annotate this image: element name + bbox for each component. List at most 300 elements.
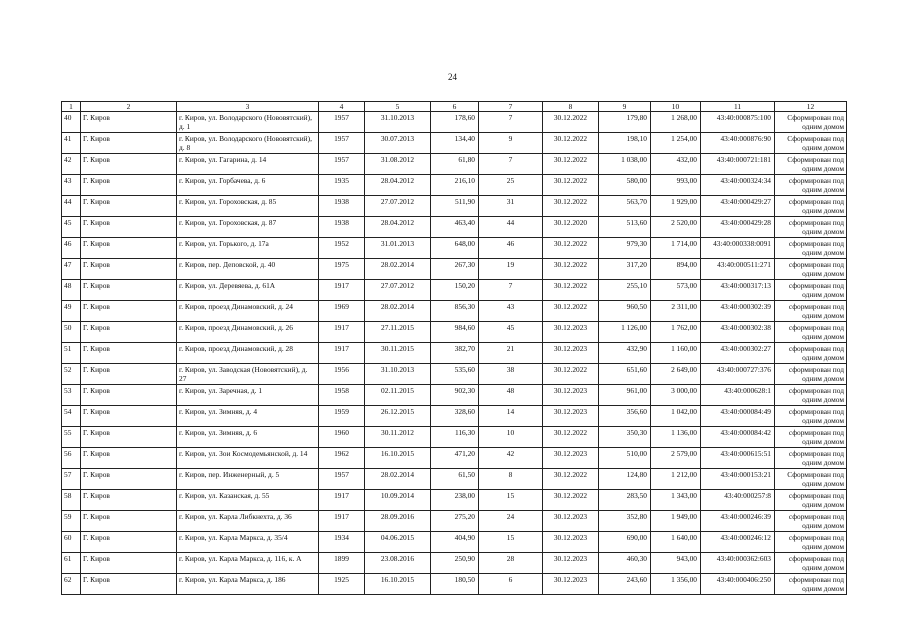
total-area-cell: 510,00: [599, 448, 651, 469]
address-cell: г. Киров, ул. Зимняя, д. 4: [177, 406, 319, 427]
build-year-cell: 1957: [319, 112, 365, 133]
row-number-cell: 46: [62, 238, 81, 259]
residents-cell: 43: [479, 301, 543, 322]
land-status-cell: сформирован под одним домом: [775, 385, 847, 406]
address-cell: г. Киров, ул. Заречная, д. 1: [177, 385, 319, 406]
residents-cell: 45: [479, 322, 543, 343]
resettle-deadline-cell: 30.12.2022: [543, 259, 599, 280]
cadastral-number-cell: 43:40:000406:250: [701, 574, 775, 595]
date-recognized-cell: 28.04.2012: [365, 217, 431, 238]
build-year-cell: 1969: [319, 301, 365, 322]
row-number-cell: 47: [62, 259, 81, 280]
land-area-cell: 894,00: [651, 259, 701, 280]
resettle-deadline-cell: 30.12.2022: [543, 175, 599, 196]
table-row: [62, 511, 847, 532]
column-number: 5: [365, 102, 431, 112]
cadastral-number-cell: 43:40:000721:181: [701, 154, 775, 175]
resettle-deadline-cell: 30.12.2022: [543, 238, 599, 259]
cadastral-number-cell: 43:40:000153:21: [701, 469, 775, 490]
total-area-cell: 580,00: [599, 175, 651, 196]
locality-cell: Г. Киров: [81, 511, 177, 532]
build-year-cell: 1957: [319, 469, 365, 490]
total-area-cell: 1 038,00: [599, 154, 651, 175]
address-cell: г. Киров, проезд Динамовский, д. 26: [177, 322, 319, 343]
column-number: 4: [319, 102, 365, 112]
residents-cell: 42: [479, 448, 543, 469]
row-number-cell: 61: [62, 553, 81, 574]
land-area-cell: 1 949,00: [651, 511, 701, 532]
land-area-cell: 1 714,00: [651, 238, 701, 259]
column-number: 12: [775, 102, 847, 112]
build-year-cell: 1957: [319, 154, 365, 175]
land-status-cell: сформирован под одним домом: [775, 364, 847, 385]
table-row: [62, 112, 847, 133]
build-year-cell: 1938: [319, 196, 365, 217]
area-cell: 134,40: [431, 133, 479, 154]
row-number-cell: 53: [62, 385, 81, 406]
land-status-cell: сформирован под одним домом: [775, 448, 847, 469]
locality-cell: Г. Киров: [81, 133, 177, 154]
land-status-cell: Сформирован под одним домом: [775, 112, 847, 133]
area-cell: 267,30: [431, 259, 479, 280]
address-cell: г. Киров, ул. Гороховская, д. 87: [177, 217, 319, 238]
land-status-cell: сформирован под одним домом: [775, 280, 847, 301]
total-area-cell: 513,60: [599, 217, 651, 238]
table-row: [62, 301, 847, 322]
total-area-cell: 283,50: [599, 490, 651, 511]
area-cell: 328,60: [431, 406, 479, 427]
locality-cell: Г. Киров: [81, 574, 177, 595]
area-cell: 238,00: [431, 490, 479, 511]
date-recognized-cell: 30.07.2013: [365, 133, 431, 154]
table-row: [62, 343, 847, 364]
address-cell: г. Киров, ул. Гороховская, д. 85: [177, 196, 319, 217]
locality-cell: Г. Киров: [81, 154, 177, 175]
locality-cell: Г. Киров: [81, 427, 177, 448]
resettle-deadline-cell: 30.12.2023: [543, 385, 599, 406]
address-cell: г. Киров, ул. Горбачева, д. 6: [177, 175, 319, 196]
date-recognized-cell: 31.10.2013: [365, 112, 431, 133]
locality-cell: Г. Киров: [81, 532, 177, 553]
total-area-cell: 1 126,00: [599, 322, 651, 343]
row-number-cell: 62: [62, 574, 81, 595]
cadastral-number-cell: 43:40:000338:0091: [701, 238, 775, 259]
area-cell: 116,30: [431, 427, 479, 448]
address-cell: г. Киров, ул. Карла Маркса, д. 116, к. А: [177, 553, 319, 574]
date-recognized-cell: 27.07.2012: [365, 280, 431, 301]
land-status-cell: сформирован под одним домом: [775, 238, 847, 259]
address-cell: г. Киров, ул. Деревяева, д. 61А: [177, 280, 319, 301]
total-area-cell: 979,30: [599, 238, 651, 259]
row-number-cell: 56: [62, 448, 81, 469]
residents-cell: 21: [479, 343, 543, 364]
residents-cell: 7: [479, 112, 543, 133]
date-recognized-cell: 31.08.2012: [365, 154, 431, 175]
land-area-cell: 1 268,00: [651, 112, 701, 133]
date-recognized-cell: 28.02.2014: [365, 469, 431, 490]
row-number-cell: 44: [62, 196, 81, 217]
build-year-cell: 1917: [319, 280, 365, 301]
date-recognized-cell: 28.02.2014: [365, 259, 431, 280]
locality-cell: Г. Киров: [81, 217, 177, 238]
land-area-cell: 1 042,00: [651, 406, 701, 427]
locality-cell: Г. Киров: [81, 112, 177, 133]
resettle-deadline-cell: 30.12.2023: [543, 322, 599, 343]
column-number: 3: [177, 102, 319, 112]
build-year-cell: 1957: [319, 133, 365, 154]
land-area-cell: 2 311,00: [651, 301, 701, 322]
area-cell: 511,90: [431, 196, 479, 217]
locality-cell: Г. Киров: [81, 280, 177, 301]
date-recognized-cell: 10.09.2014: [365, 490, 431, 511]
resettle-deadline-cell: 30.12.2023: [543, 574, 599, 595]
land-area-cell: 1 640,00: [651, 532, 701, 553]
locality-cell: Г. Киров: [81, 553, 177, 574]
resettle-deadline-cell: 30.12.2022: [543, 133, 599, 154]
land-area-cell: 1 254,00: [651, 133, 701, 154]
build-year-cell: 1952: [319, 238, 365, 259]
row-number-cell: 49: [62, 301, 81, 322]
build-year-cell: 1962: [319, 448, 365, 469]
column-number: 8: [543, 102, 599, 112]
residents-cell: 15: [479, 532, 543, 553]
cadastral-number-cell: 43:40:000876:90: [701, 133, 775, 154]
residents-cell: 9: [479, 133, 543, 154]
table-row: [62, 364, 847, 385]
resettle-deadline-cell: 30.12.2023: [543, 406, 599, 427]
cadastral-number-cell: 43:40:000302:27: [701, 343, 775, 364]
residents-cell: 7: [479, 280, 543, 301]
total-area-cell: 198,10: [599, 133, 651, 154]
locality-cell: Г. Киров: [81, 448, 177, 469]
build-year-cell: 1917: [319, 490, 365, 511]
land-area-cell: 1 136,00: [651, 427, 701, 448]
land-area-cell: 3 000,00: [651, 385, 701, 406]
resettle-deadline-cell: 30.12.2022: [543, 490, 599, 511]
total-area-cell: 690,00: [599, 532, 651, 553]
locality-cell: Г. Киров: [81, 238, 177, 259]
area-cell: 250,90: [431, 553, 479, 574]
locality-cell: Г. Киров: [81, 385, 177, 406]
land-area-cell: 1 929,00: [651, 196, 701, 217]
row-number-cell: 45: [62, 217, 81, 238]
land-status-cell: сформирован под одним домом: [775, 427, 847, 448]
locality-cell: Г. Киров: [81, 490, 177, 511]
total-area-cell: 352,80: [599, 511, 651, 532]
area-cell: 150,20: [431, 280, 479, 301]
column-number: 7: [479, 102, 543, 112]
cadastral-number-cell: 43:40:000875:100: [701, 112, 775, 133]
row-number-cell: 43: [62, 175, 81, 196]
area-cell: 61,50: [431, 469, 479, 490]
residents-cell: 14: [479, 406, 543, 427]
total-area-cell: 350,30: [599, 427, 651, 448]
address-cell: г. Киров, ул. Зимняя, д. 6: [177, 427, 319, 448]
land-status-cell: Сформирован под одним домом: [775, 154, 847, 175]
column-number: 1: [62, 102, 81, 112]
residents-cell: 19: [479, 259, 543, 280]
table-row: [62, 217, 847, 238]
land-status-cell: сформирован под одним домом: [775, 259, 847, 280]
total-area-cell: 255,10: [599, 280, 651, 301]
build-year-cell: 1917: [319, 511, 365, 532]
area-cell: 178,60: [431, 112, 479, 133]
area-cell: 471,20: [431, 448, 479, 469]
residents-cell: 44: [479, 217, 543, 238]
build-year-cell: 1958: [319, 385, 365, 406]
locality-cell: Г. Киров: [81, 364, 177, 385]
date-recognized-cell: 26.12.2015: [365, 406, 431, 427]
land-area-cell: 1 356,00: [651, 574, 701, 595]
address-cell: г. Киров, ул. Зои Космодемьянской, д. 14: [177, 448, 319, 469]
land-area-cell: 2 649,00: [651, 364, 701, 385]
locality-cell: Г. Киров: [81, 259, 177, 280]
table-row: [62, 238, 847, 259]
locality-cell: Г. Киров: [81, 406, 177, 427]
date-recognized-cell: 28.04.2012: [365, 175, 431, 196]
table-row: [62, 574, 847, 595]
table-row: [62, 490, 847, 511]
total-area-cell: 317,20: [599, 259, 651, 280]
land-status-cell: сформирован под одним домом: [775, 532, 847, 553]
address-cell: г. Киров, пер. Инженерный, д. 5: [177, 469, 319, 490]
resettle-deadline-cell: 30.12.2022: [543, 112, 599, 133]
residents-cell: 15: [479, 490, 543, 511]
cadastral-number-cell: 43:40:000302:39: [701, 301, 775, 322]
residents-cell: 31: [479, 196, 543, 217]
locality-cell: Г. Киров: [81, 301, 177, 322]
row-number-cell: 48: [62, 280, 81, 301]
area-cell: 216,10: [431, 175, 479, 196]
column-number: 10: [651, 102, 701, 112]
resettle-deadline-cell: 30.12.2022: [543, 154, 599, 175]
column-number: 2: [81, 102, 177, 112]
total-area-cell: 356,60: [599, 406, 651, 427]
residents-cell: 10: [479, 427, 543, 448]
cadastral-number-cell: 43:40:000429:27: [701, 196, 775, 217]
cadastral-number-cell: 43:40:000615:51: [701, 448, 775, 469]
cadastral-number-cell: 43:40:000727:376: [701, 364, 775, 385]
cadastral-number-cell: 43:40:000257:8: [701, 490, 775, 511]
land-status-cell: сформирован под одним домом: [775, 175, 847, 196]
row-number-cell: 57: [62, 469, 81, 490]
area-cell: 535,60: [431, 364, 479, 385]
land-status-cell: Сформирован под одним домом: [775, 133, 847, 154]
total-area-cell: 432,90: [599, 343, 651, 364]
address-cell: г. Киров, ул. Карла Либкнехта, д. 36: [177, 511, 319, 532]
table-row: [62, 259, 847, 280]
locality-cell: Г. Киров: [81, 469, 177, 490]
cadastral-number-cell: 43:40:000429:28: [701, 217, 775, 238]
table-row: [62, 469, 847, 490]
column-number: 6: [431, 102, 479, 112]
table-row: [62, 280, 847, 301]
address-cell: г. Киров, ул. Карла Маркса, д. 35/4: [177, 532, 319, 553]
land-status-cell: сформирован под одним домом: [775, 406, 847, 427]
total-area-cell: 460,30: [599, 553, 651, 574]
cadastral-number-cell: 43:40:000084:42: [701, 427, 775, 448]
area-cell: 382,70: [431, 343, 479, 364]
resettle-deadline-cell: 30.12.2023: [543, 343, 599, 364]
land-area-cell: 573,00: [651, 280, 701, 301]
area-cell: 984,60: [431, 322, 479, 343]
column-number: 11: [701, 102, 775, 112]
column-number-row: [62, 102, 847, 112]
land-area-cell: 1 212,00: [651, 469, 701, 490]
page-number: 24: [448, 72, 457, 82]
date-recognized-cell: 28.02.2014: [365, 301, 431, 322]
resettle-deadline-cell: 30.12.2022: [543, 196, 599, 217]
land-area-cell: 1 762,00: [651, 322, 701, 343]
table-row: [62, 154, 847, 175]
table-row: [62, 385, 847, 406]
table-row: [62, 175, 847, 196]
build-year-cell: 1956: [319, 364, 365, 385]
cadastral-number-cell: 43:40:000362:603: [701, 553, 775, 574]
area-cell: 404,90: [431, 532, 479, 553]
row-number-cell: 52: [62, 364, 81, 385]
total-area-cell: 179,80: [599, 112, 651, 133]
resettle-deadline-cell: 30.12.2023: [543, 532, 599, 553]
resettle-deadline-cell: 30.12.2022: [543, 280, 599, 301]
address-cell: г. Киров, ул. Гагарина, д. 14: [177, 154, 319, 175]
row-number-cell: 60: [62, 532, 81, 553]
date-recognized-cell: 04.06.2015: [365, 532, 431, 553]
date-recognized-cell: 30.11.2015: [365, 343, 431, 364]
address-cell: г. Киров, ул. Заводская (Нововятский), д. 27: [177, 364, 319, 385]
resettle-deadline-cell: 30.12.2022: [543, 301, 599, 322]
build-year-cell: 1975: [319, 259, 365, 280]
address-cell: г. Киров, ул. Карла Маркса, д. 186: [177, 574, 319, 595]
land-area-cell: 1 160,00: [651, 343, 701, 364]
row-number-cell: 42: [62, 154, 81, 175]
locality-cell: Г. Киров: [81, 196, 177, 217]
cadastral-number-cell: 43:40:000324:34: [701, 175, 775, 196]
row-number-cell: 40: [62, 112, 81, 133]
area-cell: 856,30: [431, 301, 479, 322]
date-recognized-cell: 31.10.2013: [365, 364, 431, 385]
cadastral-number-cell: 43:40:000511:271: [701, 259, 775, 280]
date-recognized-cell: 30.11.2012: [365, 427, 431, 448]
residents-cell: 46: [479, 238, 543, 259]
row-number-cell: 55: [62, 427, 81, 448]
land-area-cell: 943,00: [651, 553, 701, 574]
area-cell: 180,50: [431, 574, 479, 595]
residents-cell: 25: [479, 175, 543, 196]
residents-cell: 7: [479, 154, 543, 175]
row-number-cell: 51: [62, 343, 81, 364]
build-year-cell: 1935: [319, 175, 365, 196]
build-year-cell: 1959: [319, 406, 365, 427]
resettle-deadline-cell: 30.12.2023: [543, 511, 599, 532]
total-area-cell: 124,80: [599, 469, 651, 490]
cadastral-number-cell: 43:40:000246:39: [701, 511, 775, 532]
cadastral-number-cell: 43:40:000317:13: [701, 280, 775, 301]
residents-cell: 38: [479, 364, 543, 385]
resettle-deadline-cell: 30.12.2022: [543, 427, 599, 448]
land-status-cell: сформирован под одним домом: [775, 511, 847, 532]
row-number-cell: 54: [62, 406, 81, 427]
table-row: [62, 406, 847, 427]
build-year-cell: 1938: [319, 217, 365, 238]
cadastral-number-cell: 43:40:000302:38: [701, 322, 775, 343]
row-number-cell: 50: [62, 322, 81, 343]
date-recognized-cell: 27.07.2012: [365, 196, 431, 217]
land-status-cell: сформирован под одним домом: [775, 301, 847, 322]
residents-cell: 48: [479, 385, 543, 406]
table-row: [62, 427, 847, 448]
table-row: [62, 133, 847, 154]
address-cell: г. Киров, ул. Казанская, д. 55: [177, 490, 319, 511]
row-number-cell: 58: [62, 490, 81, 511]
resettle-deadline-cell: 30.12.2022: [543, 469, 599, 490]
row-number-cell: 59: [62, 511, 81, 532]
table-row: [62, 448, 847, 469]
area-cell: 61,80: [431, 154, 479, 175]
land-area-cell: 2 579,00: [651, 448, 701, 469]
build-year-cell: 1925: [319, 574, 365, 595]
cadastral-number-cell: 43:40:000084:49: [701, 406, 775, 427]
address-cell: г. Киров, проезд Динамовский, д. 24: [177, 301, 319, 322]
resettle-deadline-cell: 30.12.2020: [543, 217, 599, 238]
date-recognized-cell: 16.10.2015: [365, 574, 431, 595]
total-area-cell: 243,60: [599, 574, 651, 595]
land-area-cell: 2 520,00: [651, 217, 701, 238]
total-area-cell: 961,00: [599, 385, 651, 406]
land-area-cell: 1 343,00: [651, 490, 701, 511]
column-number: 9: [599, 102, 651, 112]
date-recognized-cell: 23.08.2016: [365, 553, 431, 574]
resettle-deadline-cell: 30.12.2023: [543, 553, 599, 574]
address-cell: г. Киров, проезд Динамовский, д. 28: [177, 343, 319, 364]
table-row: [62, 322, 847, 343]
date-recognized-cell: 27.11.2015: [365, 322, 431, 343]
land-area-cell: 993,00: [651, 175, 701, 196]
table-row: [62, 532, 847, 553]
table-row: [62, 553, 847, 574]
build-year-cell: 1917: [319, 322, 365, 343]
address-cell: г. Киров, пер. Деповской, д. 40: [177, 259, 319, 280]
address-cell: г. Киров, ул. Горького, д. 17а: [177, 238, 319, 259]
land-area-cell: 432,00: [651, 154, 701, 175]
table-row: [62, 196, 847, 217]
total-area-cell: 651,60: [599, 364, 651, 385]
area-cell: 902,30: [431, 385, 479, 406]
date-recognized-cell: 31.01.2013: [365, 238, 431, 259]
resettle-deadline-cell: 30.12.2022: [543, 364, 599, 385]
build-year-cell: 1917: [319, 343, 365, 364]
date-recognized-cell: 16.10.2015: [365, 448, 431, 469]
build-year-cell: 1899: [319, 553, 365, 574]
land-status-cell: Сформирован под одним домом: [775, 469, 847, 490]
land-status-cell: сформирован под одним домом: [775, 574, 847, 595]
housing-table: [61, 101, 847, 595]
land-status-cell: сформирован под одним домом: [775, 553, 847, 574]
area-cell: 463,40: [431, 217, 479, 238]
land-status-cell: сформирован под одним домом: [775, 196, 847, 217]
date-recognized-cell: 28.09.2016: [365, 511, 431, 532]
address-cell: г. Киров, ул. Володарского (Нововятский), д. 1: [177, 112, 319, 133]
locality-cell: Г. Киров: [81, 175, 177, 196]
residents-cell: 8: [479, 469, 543, 490]
residents-cell: 24: [479, 511, 543, 532]
land-status-cell: сформирован под одним домом: [775, 490, 847, 511]
date-recognized-cell: 02.11.2015: [365, 385, 431, 406]
total-area-cell: 960,50: [599, 301, 651, 322]
build-year-cell: 1960: [319, 427, 365, 448]
resettle-deadline-cell: 30.12.2023: [543, 448, 599, 469]
residents-cell: 28: [479, 553, 543, 574]
